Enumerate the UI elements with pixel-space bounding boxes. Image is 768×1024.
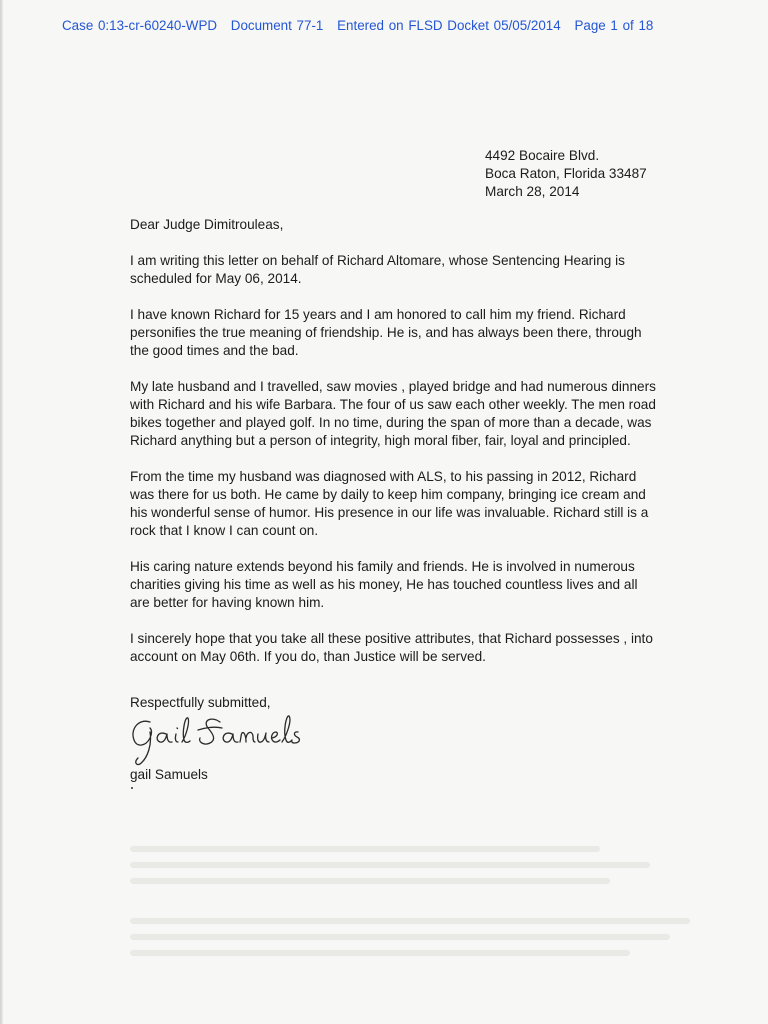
- bleed-through-line: [130, 950, 630, 956]
- paragraph: [130, 468, 710, 540]
- paragraph-line: scheduled for May 06, 2014.: [130, 271, 302, 286]
- scan-edge: [0, 0, 3, 1024]
- address-city: Boca Raton, Florida 33487: [485, 166, 647, 181]
- handwritten-signature: [128, 708, 318, 770]
- paragraph: [130, 630, 710, 666]
- bleed-through-line: [130, 862, 650, 868]
- case-number: Case 0:13-cr-60240-WPD: [62, 18, 218, 33]
- address-street: 4492 Bocaire Blvd.: [485, 148, 600, 163]
- paragraph-line: I have known Richard for 15 years and I am honored to call him my friend. Richard: [130, 307, 626, 322]
- bleed-through-line: [130, 846, 600, 852]
- salutation: Dear Judge Dimitrouleas,: [130, 217, 284, 232]
- bleed-through-line: [130, 878, 610, 884]
- paragraph-line: I sincerely hope that you take all these positive attributes, that Richard possesses , into: [130, 631, 653, 646]
- paragraph: [130, 378, 710, 450]
- docket-header-stamp: [62, 18, 662, 33]
- paragraph-line: bikes together and played golf. In no time, during the span of more than a decade, was: [130, 415, 652, 430]
- bleed-through-line: [130, 918, 690, 924]
- paragraph-line: rock that I know I can count on.: [130, 523, 319, 538]
- paragraph-line: From the time my husband was diagnosed with ALS, to his passing in 2012, Richard: [130, 469, 637, 484]
- paragraph: [130, 252, 710, 288]
- paragraph-line: are better for having known him.: [130, 595, 325, 610]
- letter-body: [130, 216, 710, 684]
- stray-mark: [131, 787, 133, 789]
- paragraph-line: was there for us both. He came by daily to keep him company, bringing ice cream and: [130, 487, 646, 502]
- paragraph-line: with Richard and his wife Barbara. The four of us saw each other weekly. The men road: [130, 397, 656, 412]
- bleed-through-line: [130, 934, 670, 940]
- paragraph-line: I am writing this letter on behalf of Richard Altomare, whose Sentencing Hearing is: [130, 253, 625, 268]
- signer-name: gail Samuels: [130, 767, 208, 782]
- sender-address: [485, 147, 647, 201]
- paragraph-line: personifies the true meaning of friendship. He is, and has always been there, through: [130, 325, 642, 340]
- paragraph-line: His caring nature extends beyond his family and friends. He is involved in numerous: [130, 559, 635, 574]
- paragraph-line: Richard anything but a person of integrity, high moral fiber, fair, loyal and principled.: [130, 433, 631, 448]
- page-number: Page 1 of 18: [574, 18, 654, 33]
- closing-line: Respectfully submitted,: [130, 695, 271, 710]
- paragraph: [130, 306, 710, 360]
- docket-entry: Entered on FLSD Docket 05/05/2014: [337, 18, 561, 33]
- paragraph-line: the good times and the bad.: [130, 343, 299, 358]
- paragraph-line: charities giving his time as well as his money, He has touched countless lives and all: [130, 577, 638, 592]
- paragraph-line: My late husband and I travelled, saw movies , played bridge and had numerous dinners: [130, 379, 656, 394]
- document-number: Document 77-1: [230, 18, 324, 33]
- paragraph: [130, 558, 710, 612]
- paragraph-line: his wonderful sense of humor. His presence in our life was invaluable. Richard still is a: [130, 505, 649, 520]
- paragraph-line: account on May 06th. If you do, than Justice will be served.: [130, 649, 486, 664]
- letter-date: March 28, 2014: [485, 184, 580, 199]
